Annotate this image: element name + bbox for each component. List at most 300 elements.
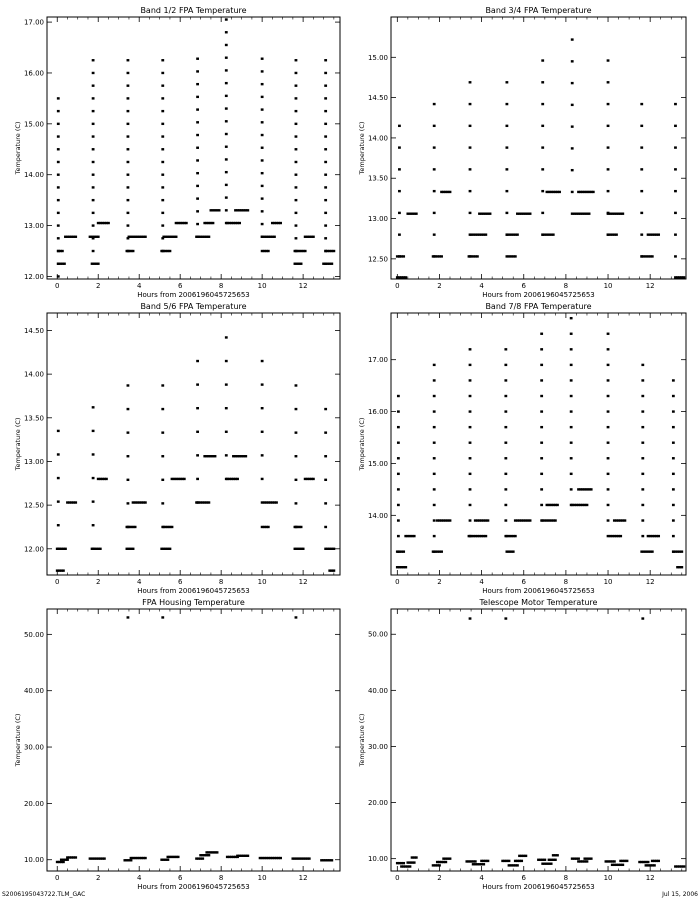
plot-frame	[391, 609, 686, 871]
data-point	[196, 407, 199, 409]
data-point	[295, 224, 298, 226]
data-point	[570, 364, 573, 366]
x-axis-label: Hours from 2006196045725653	[482, 291, 595, 299]
data-point	[161, 84, 164, 86]
data-point	[433, 190, 436, 192]
data-point	[295, 384, 298, 386]
data-point	[571, 169, 574, 171]
data-point	[402, 550, 405, 552]
data-point	[92, 524, 95, 526]
data-point	[619, 535, 622, 537]
data-point	[504, 504, 507, 506]
data-point	[504, 364, 507, 366]
data-point	[541, 125, 544, 127]
data-point	[225, 360, 228, 362]
data-point	[324, 110, 327, 112]
data-point	[295, 616, 298, 618]
data-point	[651, 550, 654, 552]
y-tick-label: 10.00	[367, 855, 388, 864]
data-point	[541, 190, 544, 192]
data-point	[63, 263, 66, 265]
data-point	[57, 524, 60, 526]
chart-title: Telescope Motor Temperature	[479, 598, 598, 607]
data-point	[261, 431, 264, 433]
data-point	[398, 146, 401, 148]
data-point	[144, 857, 147, 859]
data-point	[304, 250, 307, 252]
data-point	[469, 410, 472, 412]
data-point	[469, 190, 472, 192]
data-point	[261, 121, 264, 123]
data-point	[57, 110, 60, 112]
data-point	[295, 250, 298, 252]
data-point	[207, 236, 210, 238]
data-point	[161, 237, 164, 239]
data-point	[246, 855, 249, 857]
data-point	[92, 406, 95, 408]
data-point	[556, 854, 559, 856]
data-point	[607, 125, 610, 127]
data-point	[514, 535, 517, 537]
data-point	[127, 526, 130, 528]
data-point	[514, 255, 517, 257]
data-point	[225, 69, 228, 71]
data-point	[295, 408, 298, 410]
data-point	[295, 455, 298, 457]
data-point	[657, 535, 660, 537]
data-point	[127, 616, 130, 618]
data-point	[132, 548, 135, 550]
data-point	[332, 569, 335, 571]
data-point	[554, 859, 557, 861]
data-point	[398, 233, 401, 235]
data-point	[433, 426, 436, 428]
x-tick-label: 12	[298, 874, 308, 882]
data-point	[279, 857, 282, 859]
data-point	[57, 263, 60, 265]
data-point	[607, 442, 610, 444]
data-point	[127, 123, 130, 125]
data-point	[225, 44, 228, 46]
data-point	[570, 348, 573, 350]
data-point	[196, 159, 199, 161]
x-tick-label: 6	[177, 874, 183, 882]
data-point	[161, 526, 164, 528]
data-point	[508, 860, 511, 862]
data-point	[196, 96, 199, 98]
chart-title: Band 5/6 FPA Temperature	[140, 302, 247, 311]
y-tick-label: 13.50	[23, 414, 44, 423]
data-point	[295, 161, 298, 163]
data-point	[127, 212, 130, 214]
data-point	[161, 212, 164, 214]
plot-frame	[47, 17, 340, 279]
data-point	[558, 191, 561, 193]
data-point	[398, 212, 401, 214]
data-point	[324, 250, 327, 252]
data-point	[130, 859, 133, 861]
data-point	[196, 236, 199, 238]
data-point	[261, 96, 264, 98]
data-point	[469, 535, 472, 537]
data-point	[295, 502, 298, 504]
data-point	[672, 535, 675, 537]
data-point	[484, 233, 487, 235]
data-point	[127, 59, 130, 61]
data-point	[74, 856, 77, 858]
data-point	[161, 135, 164, 137]
data-point	[225, 407, 228, 409]
data-point	[552, 233, 555, 235]
data-point	[397, 473, 400, 475]
data-point	[92, 430, 95, 432]
data-point	[653, 864, 656, 866]
data-point	[433, 379, 436, 381]
data-point	[332, 250, 335, 252]
data-point	[540, 348, 543, 350]
data-point	[469, 348, 472, 350]
data-point	[592, 191, 595, 193]
data-point	[92, 174, 95, 176]
data-point	[504, 473, 507, 475]
data-point	[484, 535, 487, 537]
data-point	[469, 617, 472, 619]
data-point	[674, 233, 677, 235]
data-point	[161, 97, 164, 99]
data-point	[413, 861, 416, 863]
data-point	[216, 851, 219, 853]
data-point	[674, 125, 677, 127]
data-point	[640, 255, 643, 257]
data-point	[556, 504, 559, 506]
data-point	[225, 82, 228, 84]
data-point	[161, 502, 164, 504]
data-point	[613, 860, 616, 862]
y-tick-label: 12.50	[23, 501, 44, 510]
data-point	[225, 222, 228, 224]
data-point	[127, 186, 130, 188]
data-point	[540, 364, 543, 366]
y-tick-label: 12.00	[23, 272, 44, 281]
data-point	[469, 519, 472, 521]
data-point	[295, 123, 298, 125]
data-point	[516, 233, 519, 235]
data-point	[127, 431, 130, 433]
data-point	[295, 186, 298, 188]
data-point	[196, 83, 199, 85]
data-point	[397, 519, 400, 521]
data-point	[570, 317, 573, 319]
data-point	[161, 408, 164, 410]
data-point	[433, 125, 436, 127]
data-point	[324, 161, 327, 163]
data-point	[590, 857, 593, 859]
data-point	[57, 161, 60, 163]
data-point	[62, 569, 65, 571]
data-point	[161, 72, 164, 74]
data-point	[404, 566, 407, 568]
data-point	[529, 519, 532, 521]
data-point	[183, 478, 186, 480]
y-tick-label: 30.00	[23, 743, 44, 752]
data-point	[127, 174, 130, 176]
data-point	[469, 395, 472, 397]
data-point	[607, 379, 610, 381]
data-point	[476, 255, 479, 257]
plot-frame	[47, 313, 340, 575]
data-point	[57, 477, 60, 479]
y-tick-label: 12.00	[23, 545, 44, 554]
data-point	[621, 864, 624, 866]
data-point	[397, 457, 400, 459]
data-point	[225, 454, 228, 456]
chart-title: Band 3/4 FPA Temperature	[485, 6, 592, 15]
data-point	[540, 519, 543, 521]
data-point	[57, 548, 60, 550]
data-point	[261, 172, 264, 174]
data-point	[433, 550, 436, 552]
data-point	[196, 121, 199, 123]
data-point	[516, 864, 519, 866]
data-point	[57, 123, 60, 125]
data-point	[607, 233, 610, 235]
x-tick-label: 6	[177, 578, 183, 586]
data-point	[57, 453, 60, 455]
data-point	[433, 255, 436, 257]
data-point	[214, 455, 217, 457]
data-point	[207, 854, 210, 856]
data-point	[261, 134, 264, 136]
data-point	[449, 519, 452, 521]
data-point	[92, 199, 95, 201]
data-point	[196, 383, 199, 385]
data-point	[279, 222, 282, 224]
x-tick-label: 0	[395, 282, 400, 290]
data-point	[261, 236, 264, 238]
data-point	[505, 103, 508, 105]
data-point	[570, 333, 573, 335]
data-point	[324, 186, 327, 188]
data-point	[144, 236, 147, 238]
data-point	[607, 146, 610, 148]
x-tick-label: 0	[55, 578, 60, 586]
data-point	[607, 504, 610, 506]
data-point	[295, 479, 298, 481]
data-point	[397, 410, 400, 412]
data-point	[607, 333, 610, 335]
data-point	[680, 550, 683, 552]
data-point	[607, 457, 610, 459]
data-point	[261, 501, 264, 503]
data-point	[505, 212, 508, 214]
data-point	[397, 535, 400, 537]
data-point	[674, 255, 677, 257]
y-tick-label: 15.00	[23, 120, 44, 129]
data-point	[196, 501, 199, 503]
y-tick-label: 15.00	[367, 459, 388, 468]
data-point	[196, 70, 199, 72]
data-point	[261, 197, 264, 199]
data-point	[225, 184, 228, 186]
data-point	[92, 250, 95, 252]
data-point	[312, 478, 315, 480]
data-point	[175, 236, 178, 238]
x-tick-label: 0	[395, 578, 400, 586]
data-point	[641, 426, 644, 428]
data-point	[161, 224, 164, 226]
data-point	[433, 395, 436, 397]
data-point	[134, 526, 137, 528]
data-point	[261, 383, 264, 385]
data-point	[413, 535, 416, 537]
data-point	[225, 158, 228, 160]
x-tick-label: 8	[563, 578, 569, 586]
data-point	[196, 454, 199, 456]
y-tick-label: 16.00	[367, 408, 388, 417]
data-point	[225, 196, 228, 198]
y-axis-label: Temperature (C)	[14, 121, 22, 175]
data-point	[127, 237, 130, 239]
data-point	[295, 237, 298, 239]
data-point	[57, 148, 60, 150]
data-point	[433, 233, 436, 235]
data-point	[196, 134, 199, 136]
data-point	[672, 519, 675, 521]
data-point	[680, 566, 683, 568]
data-point	[295, 72, 298, 74]
data-point	[61, 250, 64, 252]
y-tick-label: 15.00	[367, 53, 388, 62]
data-point	[97, 236, 100, 238]
y-tick-label: 14.50	[23, 326, 44, 335]
x-tick-label: 12	[298, 282, 308, 290]
data-point	[132, 250, 135, 252]
data-point	[541, 168, 544, 170]
x-tick-label: 4	[479, 282, 484, 290]
chart-panel-3	[14, 302, 340, 595]
data-point	[449, 857, 452, 859]
x-tick-label: 0	[55, 874, 60, 882]
data-point	[275, 501, 278, 503]
data-point	[212, 222, 215, 224]
data-point	[640, 168, 643, 170]
data-point	[570, 488, 573, 490]
data-point	[324, 212, 327, 214]
data-point	[238, 222, 241, 224]
data-point	[127, 72, 130, 74]
data-point	[225, 209, 228, 211]
data-point	[261, 360, 264, 362]
data-point	[474, 860, 477, 862]
data-point	[92, 148, 95, 150]
data-point	[607, 212, 610, 214]
x-tick-label: 10	[257, 282, 267, 290]
data-point	[169, 250, 172, 252]
data-point	[640, 125, 643, 127]
data-point	[641, 442, 644, 444]
x-tick-label: 4	[479, 874, 484, 882]
data-point	[312, 236, 315, 238]
data-point	[397, 550, 400, 552]
data-point	[469, 81, 472, 83]
data-point	[657, 860, 660, 862]
data-point	[607, 168, 610, 170]
data-point	[469, 442, 472, 444]
data-point	[433, 168, 436, 170]
data-point	[57, 430, 60, 432]
data-point	[127, 161, 130, 163]
data-point	[92, 237, 95, 239]
data-point	[571, 213, 574, 215]
data-point	[74, 501, 77, 503]
data-point	[651, 255, 654, 257]
data-point	[66, 859, 69, 861]
x-tick-label: 8	[218, 874, 224, 882]
data-point	[570, 473, 573, 475]
data-point	[504, 426, 507, 428]
data-point	[74, 236, 77, 238]
data-point	[246, 209, 249, 211]
y-tick-label: 14.00	[367, 134, 388, 143]
y-tick-label: 40.00	[367, 686, 388, 695]
y-tick-label: 20.00	[367, 799, 388, 808]
chart-panel-4	[358, 302, 686, 595]
data-point	[487, 860, 490, 862]
data-point	[571, 82, 574, 84]
data-point	[586, 504, 589, 506]
data-point	[469, 504, 472, 506]
data-point	[161, 431, 164, 433]
data-point	[261, 147, 264, 149]
data-point	[196, 360, 199, 362]
data-point	[225, 146, 228, 148]
data-point	[92, 135, 95, 137]
footer-filename: S2006195043722.TLM_GAC	[2, 891, 86, 898]
data-point	[97, 263, 100, 265]
data-point	[196, 185, 199, 187]
data-point	[261, 159, 264, 161]
x-tick-label: 10	[603, 578, 613, 586]
x-tick-label: 2	[437, 874, 442, 882]
x-axis-label: Hours from 2006196045725653	[137, 291, 250, 299]
data-point	[161, 186, 164, 188]
data-point	[402, 255, 405, 257]
data-point	[144, 501, 147, 503]
data-point	[57, 212, 60, 214]
data-point	[161, 148, 164, 150]
data-point	[225, 383, 228, 385]
data-point	[444, 861, 447, 863]
data-point	[607, 364, 610, 366]
data-point	[540, 457, 543, 459]
data-point	[161, 479, 164, 481]
data-point	[324, 59, 327, 61]
x-tick-label: 0	[395, 874, 400, 882]
data-point	[571, 104, 574, 106]
data-point	[540, 395, 543, 397]
data-point	[402, 862, 405, 864]
data-point	[540, 473, 543, 475]
data-point	[225, 133, 228, 135]
data-point	[541, 233, 544, 235]
data-point	[300, 263, 303, 265]
data-point	[433, 146, 436, 148]
data-point	[409, 865, 412, 867]
data-point	[92, 161, 95, 163]
data-point	[127, 502, 130, 504]
data-point	[440, 255, 443, 257]
data-point	[324, 72, 327, 74]
